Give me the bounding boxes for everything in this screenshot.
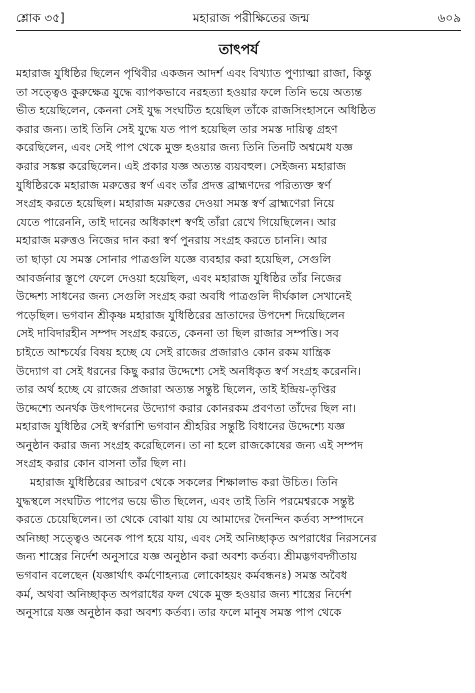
text-line: কর্ম, অথবা অনিচ্ছাকৃত অপরাধের ফল থেকে মুক্ত হওয়ার জন্য শাস্ত্রের নির্দেশ bbox=[16, 587, 352, 601]
text-line: আবর্জনার স্তূপে ফেলে দেওয়া হয়েছিল, এবং মহারাজ যুধিষ্ঠির তাঁর নিজের bbox=[16, 271, 342, 285]
text-line: উদ্দেশ্যে অনর্থক উৎপাদনের উদ্যোগ করার কোনরকম প্রবণতা তাঁদের ছিল না। bbox=[16, 401, 357, 415]
text-line: করার জন্য। তাই তিনি সেই যুদ্ধে যত পাপ হয়েছিল তার সমস্ত দায়িত্ব গ্রহণ bbox=[16, 122, 338, 136]
page-number: ৬০৯ bbox=[437, 11, 461, 25]
text-line: তার অর্থ হচ্ছে যে রাজের প্রজারা অত্যন্ত সন্তুষ্ট ছিলেন, তাই ইন্দ্রিয়-তৃপ্তির bbox=[16, 383, 337, 397]
running-header bbox=[16, 8, 461, 26]
text-line: তা ছাড়া যে সমস্ত সোনার পাত্রগুলি যজ্ঞে ব্যবহার করা হয়েছিল, সেগুলি bbox=[16, 252, 331, 266]
text-line: সংগ্রহ করার কোন বাসনা তাঁর ছিল না। bbox=[16, 457, 187, 471]
text-line: সংগ্রহ করতে হয়েছিল। মহারাজ মরুত্তের দেওয়া সমস্ত স্বর্ণ ব্রাহ্মণেরা নিয়ে bbox=[16, 197, 335, 211]
text-line: চাইতে আশ্চর্যের বিষয় হচ্ছে যে সেই রাজের প্রজারাও কোন রকম যান্ত্রিক bbox=[16, 345, 331, 359]
text-line: মহারাজ মরুত্তও নিজের দান করা স্বর্ণ পুনরায় সংগ্রহ করতে চাননি। আর bbox=[16, 234, 328, 248]
text-line: যুদ্ধস্থলে সংঘটিত পাপের ভয়ে ভীত ছিলেন, এবং তাই তিনি পরমেশ্বরকে সন্তুষ্ট bbox=[16, 494, 355, 508]
section-heading: তাৎপর্য bbox=[218, 42, 259, 58]
text-line: অনুসারে যজ্ঞ অনুষ্ঠান করা অবশ্য কর্তব্য। তার ফলে মানুষ সমস্ত পাপ থেকে bbox=[16, 606, 342, 620]
text-line: অনিচ্ছা সত্ত্বেও অনেক পাপ হয়ে যায়, এবং সেই অনিচ্ছাকৃত অপরাধের নিরসনের bbox=[16, 531, 377, 545]
chapter-title: মহারাজ পরীক্ষিতের জন্ম bbox=[192, 11, 310, 25]
purport-paragraph-1 bbox=[16, 65, 461, 474]
purport-paragraph-2 bbox=[16, 474, 461, 623]
verse-reference: শ্লোক ৩৫] bbox=[16, 11, 65, 25]
text-line: যেতে পারেননি, তাই দানের অধিকাংশ স্বর্ণই তাঁরা রেখে গিয়েছিলেন। আর bbox=[16, 215, 337, 229]
text-line: তা সত্ত্বেও কুরুক্ষেত্র যুদ্ধে ব্যাপকভাবে নরহত্যা হওয়ার ফলে তিনি ভয়ে অত্যন্ত bbox=[16, 85, 363, 99]
text-line: যুধিষ্ঠিরকে মহারাজ মরুত্তের স্বর্ণ এবং তাঁর প্রদত্ত ব্রাহ্মণদের পরিত্যক্ত স্বর্ণ bbox=[16, 178, 331, 192]
text-line: করতে চেয়েছিলেন। তা থেকে বোঝা যায় যে আমাদের দৈনন্দিন কর্তব্য সম্পাদনে bbox=[16, 513, 364, 527]
text-line: করার সঙ্কল্প করেছিলেন। এই প্রকার যজ্ঞ অত্যন্ত ব্যয়বহুল। সেইজন্য মহারাজ bbox=[16, 159, 347, 173]
text-line: মহারাজ যুধিষ্ঠির সেই স্বর্ণরাশি ভগবান শ্রীহরির সন্তুষ্টি বিধানের উদ্দেশ্যে যজ্ঞ bbox=[16, 420, 345, 434]
header-rule bbox=[16, 30, 461, 31]
text-line: উদ্যোগ বা সেই ধরনের কিছু করার উদ্দেশ্যে সেই অনধিকৃত স্বর্ণ সংগ্রহ করেননি। bbox=[16, 364, 361, 378]
text-line: জন্য শাস্ত্রের নির্দেশ অনুসারে যজ্ঞ অনুষ্ঠান করা অবশ্য কর্তব্য। শ্রীমদ্ভগবদ্গীতায় bbox=[16, 550, 357, 564]
text-line: পড়েছিল। ভগবান শ্রীকৃষ্ণ মহারাজ যুধিষ্ঠিরের ভ্রাতাদের উপদেশ দিয়েছিলেন bbox=[16, 308, 345, 322]
text-line: মহারাজ যুধিষ্ঠিরের আচরণ থেকে সকলের শিক্ষালাভ করা উচিত। তিনি bbox=[30, 476, 338, 490]
text-line: মহারাজ যুধিষ্ঠির ছিলেন পৃথিবীর একজন আদর্শ এবং বিখ্যাত পুণ্যাত্মা রাজা, কিন্তু bbox=[16, 67, 372, 80]
text-line: ভীত হয়েছিলেন, কেননা সেই যুদ্ধ সংঘটিত হয়েছিল তাঁকে রাজসিংহাসনে অধিষ্ঠিত bbox=[16, 104, 376, 118]
text-line: করেছিলেন, এবং সেই পাপ থেকে মুক্ত হওয়ার জন্য তিনি তিনটি অশ্বমেধ যজ্ঞ bbox=[16, 141, 353, 155]
text-line: সেই দাবিদারহীন সম্পদ সংগ্রহ করতে, কেননা তা ছিল রাজার সম্পত্তি। সব bbox=[16, 327, 339, 341]
text-line: ভগবান বলেছেন (যজ্ঞার্থাৎ কর্মণোহন্যত্র লোকোহয়ং কর্মবন্ধনঃ) সমস্ত অবৈধ bbox=[16, 569, 348, 583]
text-line: উদ্দেশ্য সাধনের জন্য সেগুলি সংগ্রহ করা অবধি পাত্রগুলি দীর্ঘকাল সেখানেই bbox=[16, 290, 352, 304]
text-line: অনুষ্ঠান করার জন্য সংগ্রহ করেছিলেন। তা না হলে রাজকোষের জন্য এই সম্পদ bbox=[16, 438, 363, 452]
